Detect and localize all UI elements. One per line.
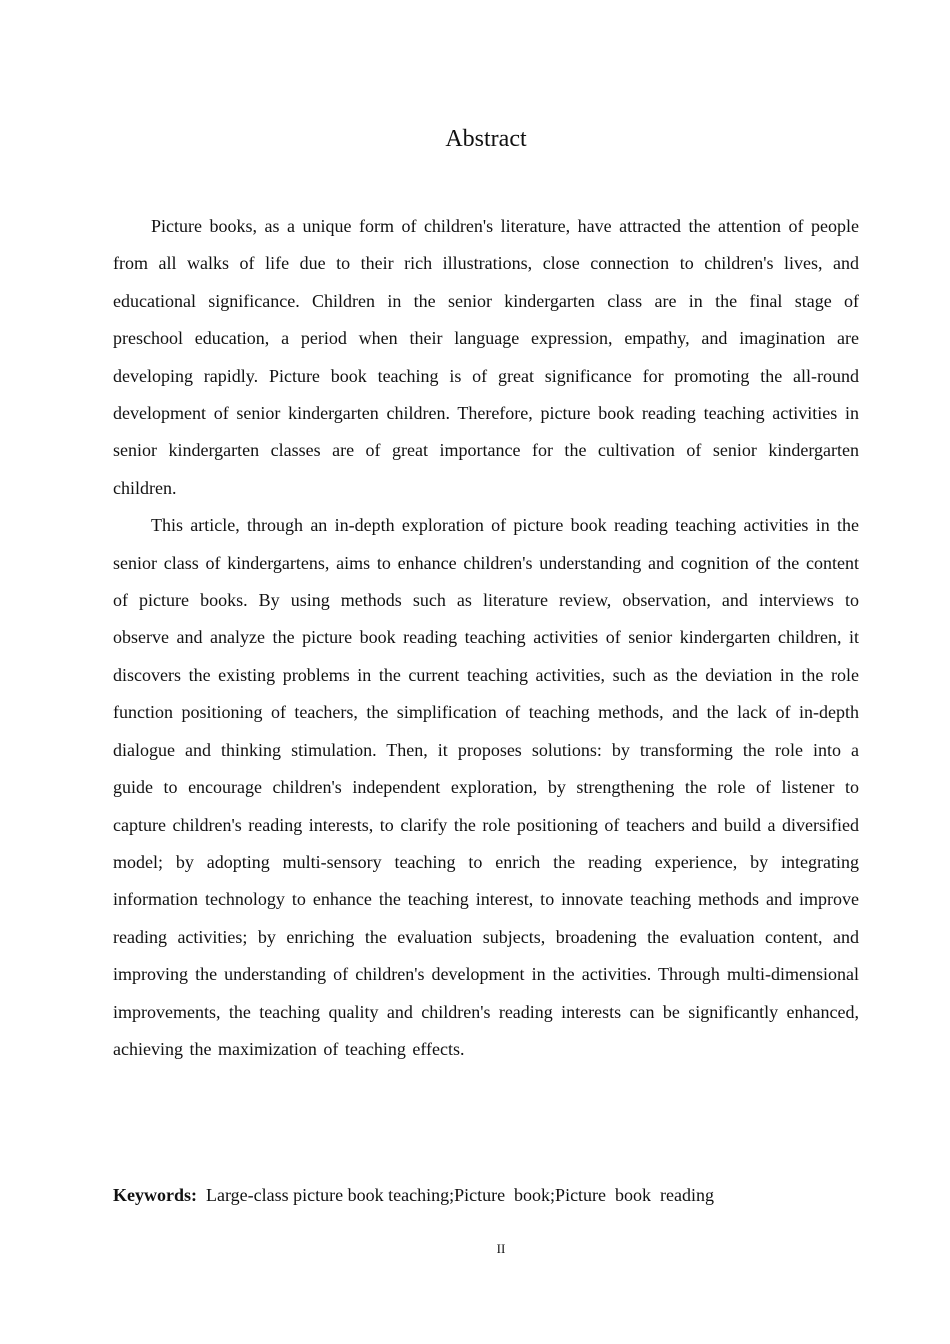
keywords-label: Keywords: <box>113 1185 197 1205</box>
abstract-paragraph-1: Picture books, as a unique form of children's literature, have attracted the attention of people from all walks of life due to their rich illustrations, close connection to children's lives, and educational significance. Children in the senior kindergarten class are in the final stage of preschool education, a period when their language expression, empathy, and imagination are developing rapidly. Picture book teaching is of great significance for promoting the all-round development of senior kindergarten children. Therefore, picture book reading teaching activities in senior kindergarten classes are of great importance for the cultivation of senior kindergarten children. <box>113 216 859 498</box>
keywords-text: Large-class picture book teaching;Picture book;Picture book reading <box>206 1185 715 1205</box>
abstract-paragraph-2: This article, through an in-depth exploration of picture book reading teaching activities in the senior class of kindergartens, aims to enhance children's understanding and cognition of the content of picture books. By using methods such as literature review, observation, and interviews to observe and analyze the picture book reading teaching activities of senior kindergarten children, it discovers the existing problems in the current teaching activities, such as the deviation in the role function positioning of teachers, the simplification of teaching methods, and the lack of in-depth dialogue and thinking stimulation. Then, it proposes solutions: by transforming the role into a guide to encourage children's independent exploration, by strengthening the role of listener to capture children's reading interests, to clarify the role positioning of teachers and build a diversified model; by adopting multi-sensory teaching to enrich the reading experience, by integrating information technology to enhance the teaching interest, to innovate teaching methods and improve reading activities; by enriching the evaluation subjects, broadening the evaluation content, and improving the understanding of children's development in the activities. Through multi-dimensional improvements, the teaching quality and children's reading interests can be significantly enhanced, achieving the maximization of teaching effects. <box>113 515 859 1059</box>
page-number: II <box>496 1241 506 1256</box>
keywords-line <box>113 1180 859 1210</box>
abstract-title: Abstract <box>445 126 527 152</box>
abstract-body <box>113 208 859 1068</box>
